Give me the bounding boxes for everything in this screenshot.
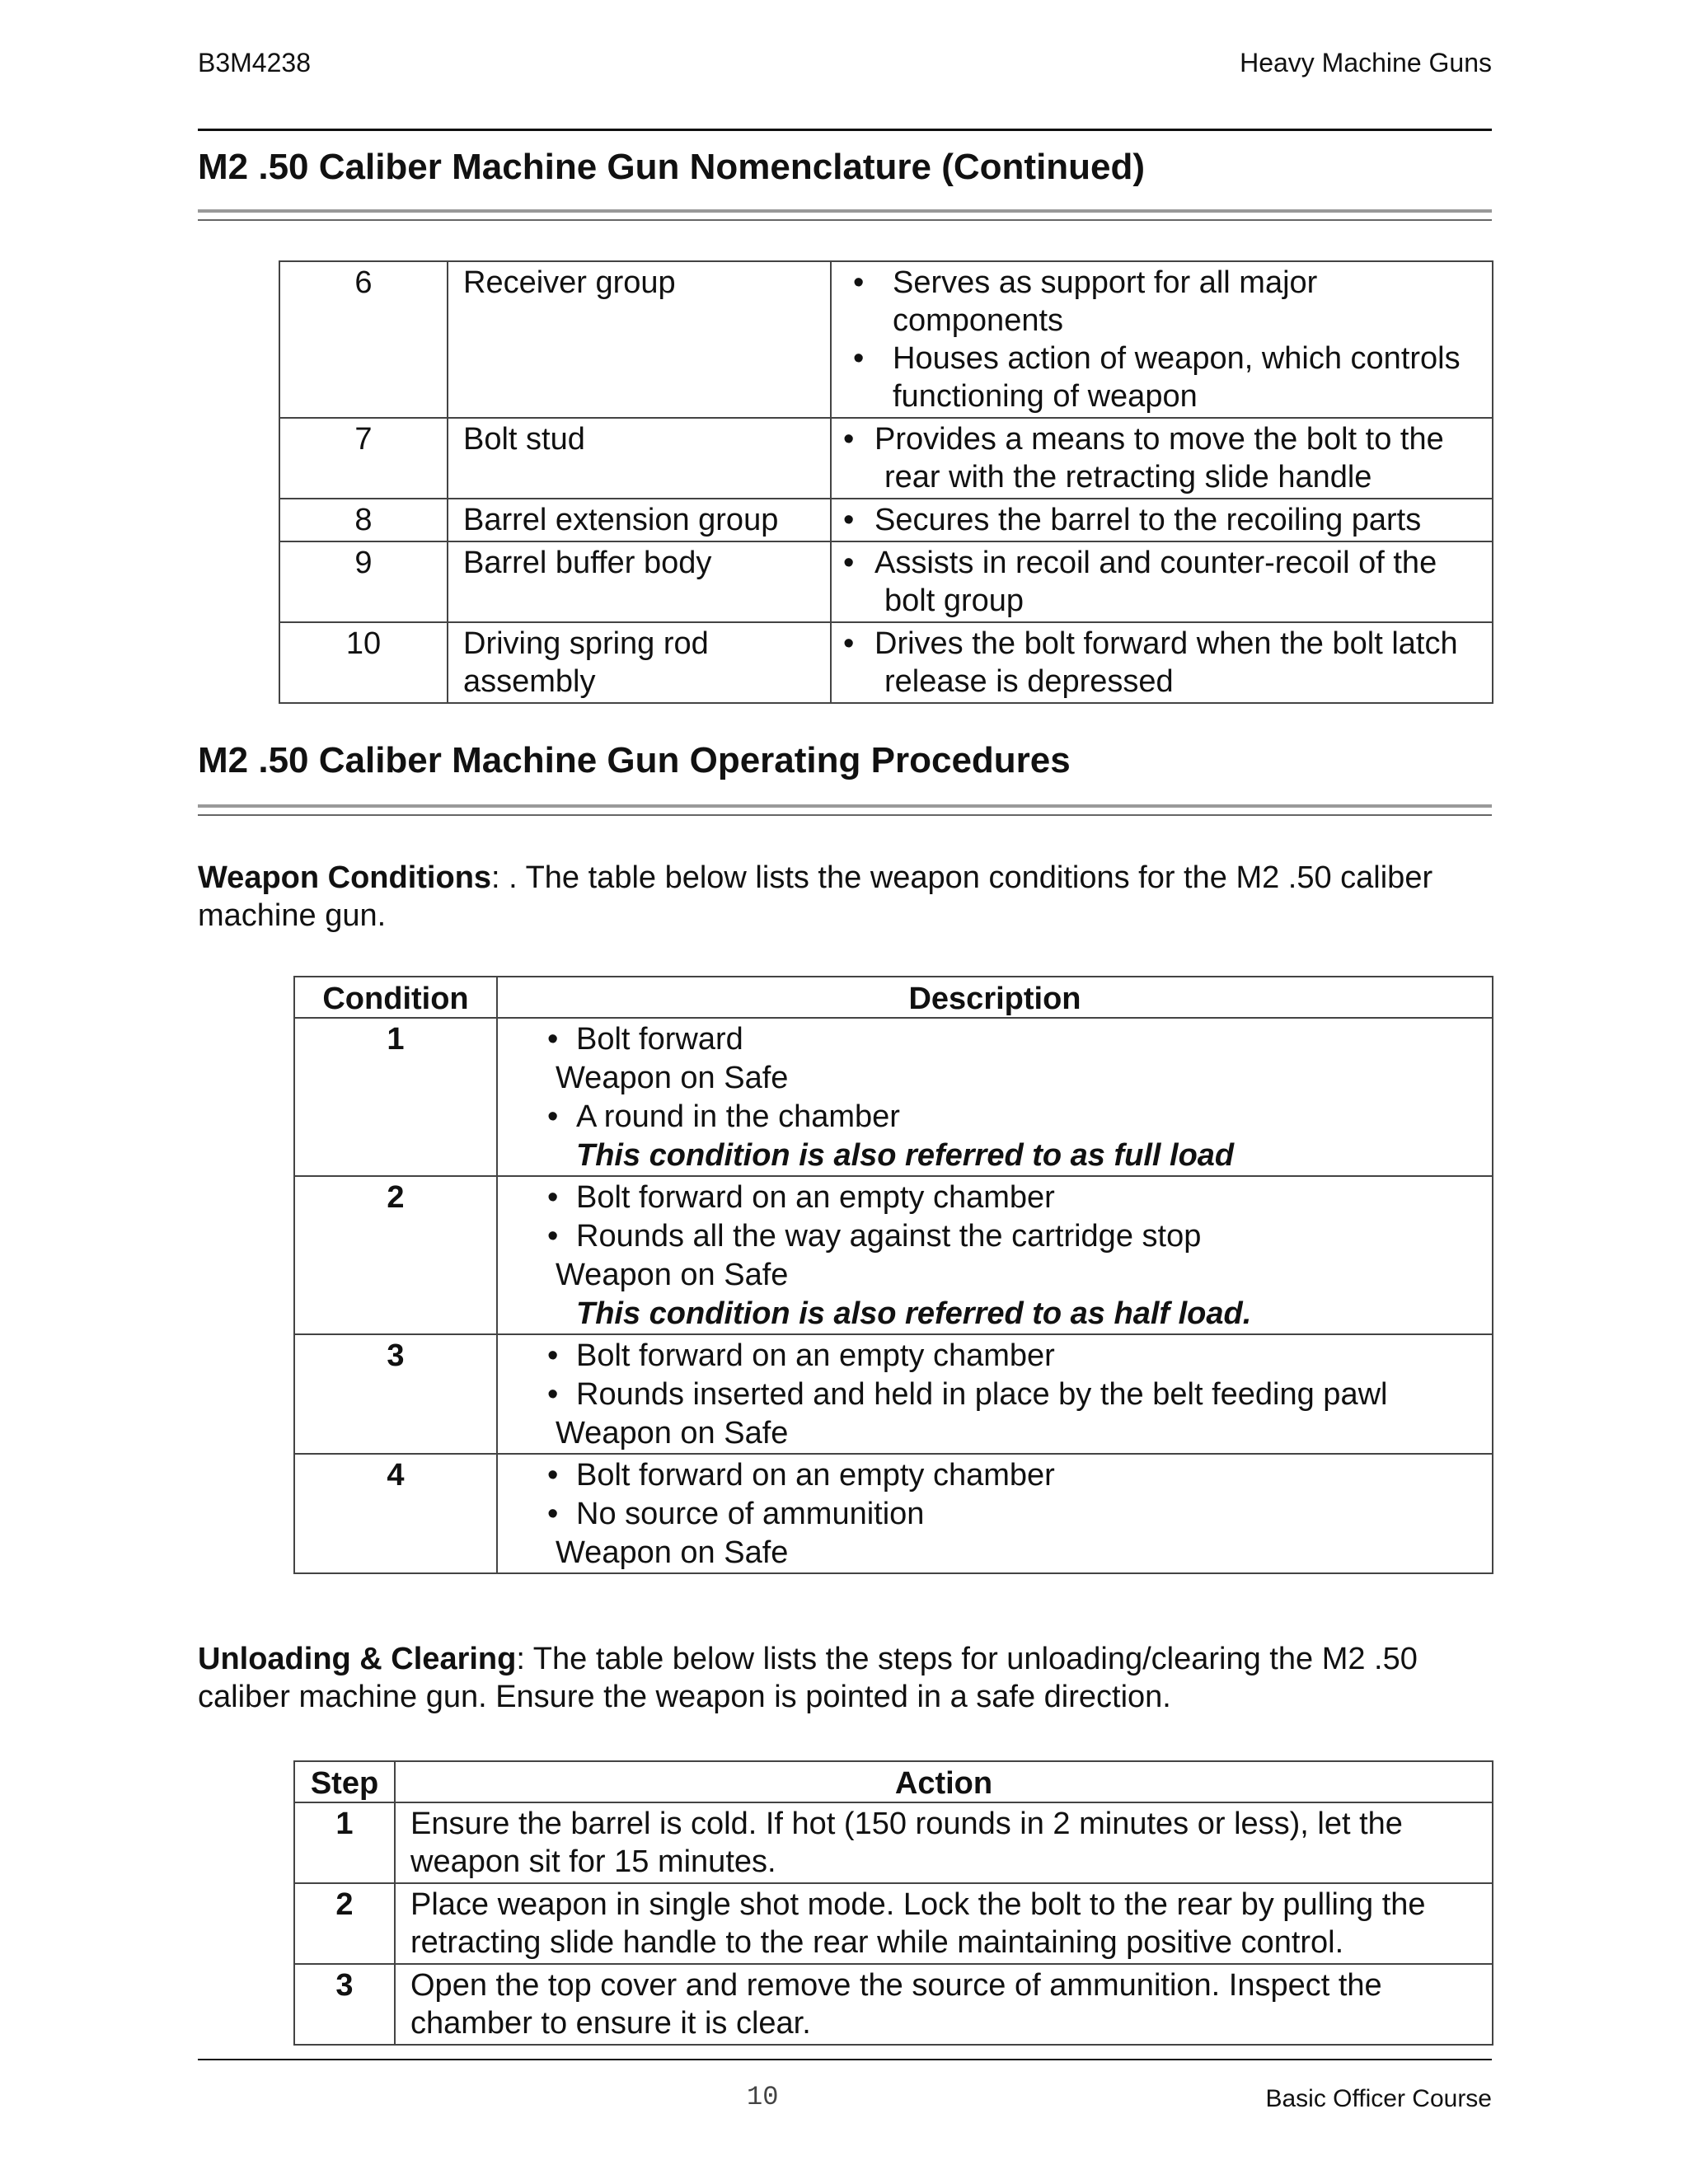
bullet-item: • Bolt forward [556,1020,1492,1059]
bullet-list [845,625,1480,701]
condition-number: 4 [294,1454,497,1573]
item-number: 6 [279,261,448,418]
nomenclature-table [279,260,1493,704]
step-action: Place weapon in single shot mode. Lock the bolt to the rear by pulling the retracting slide handle to the rear while maintaining positive control. [395,1883,1493,1964]
item-name: Driving spring rod assembly [448,622,831,703]
header-rule [198,129,1492,131]
table-row [294,1964,1493,2045]
weapon-conditions-text: : . The table below lists the weapon conditions for the M2 .50 caliber machine gun. [198,860,1433,933]
bullet-item: • Bolt forward on an empty chamber [556,1179,1492,1217]
condition-description [497,1018,1493,1176]
item-description [831,499,1493,541]
bullet-item: • Houses action of weapon, which controls functioning of weapon [845,340,1480,415]
table-row [294,1176,1493,1334]
step-number: 3 [294,1964,395,2045]
page-number: 10 [747,2082,779,2112]
footer-rule [198,2059,1492,2060]
plain-line: Weapon on Safe [556,1416,789,1451]
item-description [831,622,1493,703]
table-row [294,1802,1493,1883]
bullet-item: • Rounds all the way against the cartridge stop [556,1217,1492,1256]
bullet-item: • Rounds inserted and held in place by the belt feeding pawl [556,1376,1492,1414]
table-row [279,499,1493,541]
weapon-conditions-label: Weapon Conditions [198,860,492,895]
condition-note: This condition is also referred to as half load. [576,1296,1252,1331]
section-double-rule [198,209,1492,221]
unloading-paragraph [198,1640,1517,1716]
table-row [294,1883,1493,1964]
item-name: Barrel buffer body [448,541,831,622]
bullet-item: • No source of ammunition [556,1495,1492,1534]
condition-description [497,1454,1493,1573]
plain-line: Weapon on Safe [556,1258,789,1292]
item-name: Barrel extension group [448,499,831,541]
bullet-list [845,544,1480,620]
doc-title: Heavy Machine Guns [1240,48,1492,77]
bullet-list [845,501,1480,539]
table-row [279,261,1493,418]
table-row [294,1454,1493,1573]
weapon-conditions-paragraph [198,859,1517,935]
plain-line: Weapon on Safe [556,1061,789,1095]
bullet-item: • Serves as support for all major components [845,264,1480,340]
conditions-header-row [294,977,1493,1018]
conditions-table [293,976,1493,1574]
bullet-item: • Secures the barrel to the recoiling parts [845,501,1480,539]
col-header-action: Action [395,1761,1493,1802]
condition-description [497,1176,1493,1334]
bullet-item: • Assists in recoil and counter-recoil of the bolt group [845,544,1480,620]
item-description [831,418,1493,499]
item-name: Bolt stud [448,418,831,499]
table-row [279,541,1493,622]
course-name: Basic Officer Course [1265,2085,1492,2112]
step-action: Open the top cover and remove the source of ammunition. Inspect the chamber to ensure it is clear. [395,1964,1493,2045]
item-number: 10 [279,622,448,703]
item-description [831,541,1493,622]
col-header-description: Description [497,977,1493,1018]
section-title-operating: M2 .50 Caliber Machine Gun Operating Procedures [198,740,1071,780]
table-row [279,622,1493,703]
col-header-condition: Condition [294,977,497,1018]
condition-description [497,1334,1493,1454]
step-number: 2 [294,1883,395,1964]
unloading-text: : The table below lists the steps for unloading/clearing the M2 .50 caliber machine gun. Ensure the weapon is pointed in a safe direction. [198,1642,1418,1714]
steps-header-row [294,1761,1493,1802]
bullet-item: • A round in the chamber [556,1098,1492,1137]
item-description [831,261,1493,418]
table-row [294,1018,1493,1176]
bullet-item: • Provides a means to move the bolt to the rear with the retracting slide handle [845,420,1480,496]
condition-number: 3 [294,1334,497,1454]
col-header-step: Step [294,1761,395,1802]
bullet-item: • Drives the bolt forward when the bolt latch release is depressed [845,625,1480,701]
step-action: Ensure the barrel is cold. If hot (150 rounds in 2 minutes or less), let the weapon sit for 15 minutes. [395,1802,1493,1883]
bullet-list [845,264,1480,415]
condition-note: This condition is also referred to as full load [576,1138,1235,1173]
step-number: 1 [294,1802,395,1883]
steps-table [293,1760,1493,2046]
bullet-item: • Bolt forward on an empty chamber [556,1456,1492,1495]
bullet-list [845,420,1480,496]
section-double-rule [198,804,1492,816]
condition-number: 1 [294,1018,497,1176]
item-number: 7 [279,418,448,499]
plain-line: Weapon on Safe [556,1535,789,1570]
item-number: 8 [279,499,448,541]
table-row [294,1334,1493,1454]
unloading-label: Unloading & Clearing [198,1642,517,1676]
bullet-item: • Bolt forward on an empty chamber [556,1337,1492,1376]
condition-number: 2 [294,1176,497,1334]
section-title-nomenclature: M2 .50 Caliber Machine Gun Nomenclature (Continued) [198,147,1146,187]
table-row [279,418,1493,499]
item-name: Receiver group [448,261,831,418]
doc-id: B3M4238 [198,48,311,77]
item-number: 9 [279,541,448,622]
